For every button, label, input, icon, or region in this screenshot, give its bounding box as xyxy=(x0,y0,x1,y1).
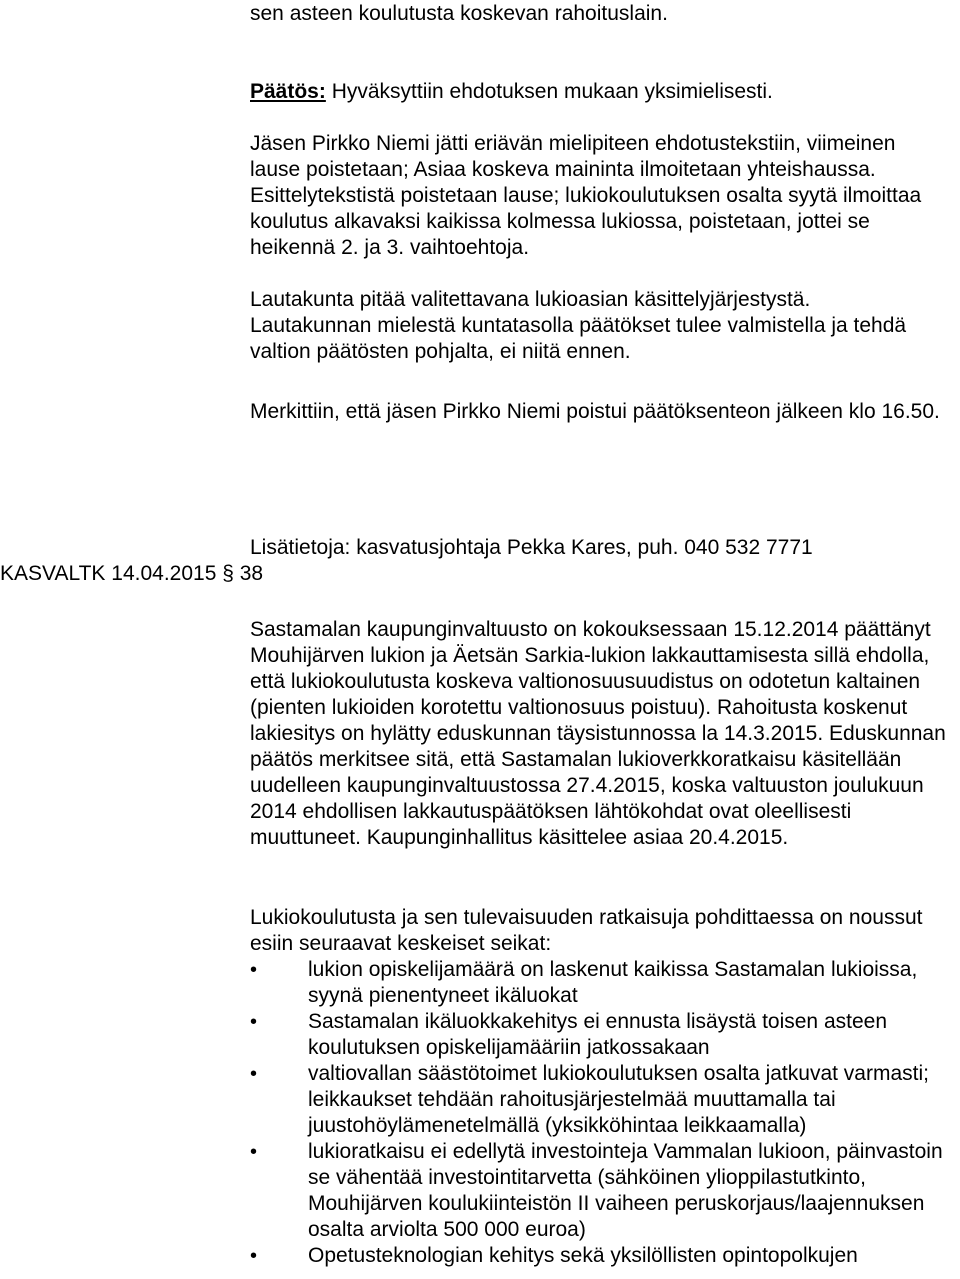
list-item: • valtiovallan säästötoimet lukiokoulutuksen osalta jatkuvat varmasti; leikkaukset tehdään rahoitusjärjestelmää muuttamalla tai juustohöylämenetelmällä (yksikköhintaa leikkaamalla) xyxy=(250,1062,929,1137)
bullet-icon: • xyxy=(250,1063,258,1085)
list-item: • Opetusteknologian kehitys sekä yksilöllisten opintopolkujen xyxy=(250,1244,858,1267)
list-item: • Sastamalan ikäluokkakehitys ei ennusta lisäystä toisen asteen koulutuksen opiskelijamääriin jatkossakaan xyxy=(250,1010,887,1059)
section-number: 38 xyxy=(239,562,264,585)
board-paragraph: Lautakunta pitää valitettavana lukioasian käsittelyjärjestystä. Lautakunnan mielestä kuntatasolla päätökset tulee valmistella ja tehdä valtion päätösten pohjalta, ei niitä ennen. xyxy=(250,288,907,363)
bullet-icon: • xyxy=(250,1245,258,1267)
main-paragraph-2: Lukiokoulutusta ja sen tulevaisuuden ratkaisuja pohdittaessa on noussut esiin seuraavat keskeiset seikat: xyxy=(250,906,923,955)
bullet-icon: • xyxy=(250,1141,258,1163)
main-paragraph-1: Sastamalan kaupunginvaltuusto on kokouksessaan 15.12.2014 päättänyt Mouhijärven lukion ja Äetsän Sarkia-lukion lakkauttamisesta sillä ehdolla, että lukiokoulutusta koskeva valtionosuusuudistus on odotetun kaltainen (pienten lukioiden korotettu valtionosuus poistuu). Rahoitusta koskenut lakiesitys on hylätty eduskunnan täysistunnossa la 14.3.2015. Eduskunnan päätös merkitsee sitä, että Sastamalan lukioverkkoratkaisu käsitellään uudelleen kaupunginvaltuustossa 27.4.2015, koska valtuuston joulukuun 2014 ehdollisen lakkautuspäätöksen lähtökohdat ovat oleellisesti muuttuneet. Kaupunginhallitus käsittelee asiaa 20.4.2015. xyxy=(250,618,946,849)
intro-line: sen asteen koulutusta koskevan rahoituslain. xyxy=(250,2,668,25)
bullet-icon: • xyxy=(250,1011,258,1033)
contact-line: Lisätietoja: kasvatusjohtaja Pekka Kares, puh. 040 532 7771 xyxy=(250,536,813,559)
list-item: • lukion opiskelijamäärä on laskenut kaikissa Sastamalan lukioissa, syynä pienentyneet ikäluokat xyxy=(250,958,918,1007)
section-ref-label: KASVALTK 14.04.2015 xyxy=(0,562,217,585)
decision-label: Päätös: xyxy=(250,80,326,103)
section-reference xyxy=(0,561,263,587)
note-paragraph: Merkittiin, että jäsen Pirkko Niemi poistui päätöksenteon jälkeen klo 16.50. xyxy=(250,400,940,423)
decision-text: Hyväksyttiin ehdotuksen mukaan yksimielisesti. xyxy=(325,80,773,103)
bullet-icon: • xyxy=(250,959,258,981)
list-item: • lukioratkaisu ei edellytä investointeja Vammalan lukioon, päinvastoin se vähentää investointitarvetta (sähköinen ylioppilastutkinto, Mouhijärven koulukiinteistön II vaiheen peruskorjaus/laajennuksen osalta arviolta 500 000 euroa) xyxy=(250,1140,943,1241)
section-mark: § xyxy=(222,562,234,585)
dissent-paragraph: Jäsen Pirkko Niemi jätti eriävän mielipiteen ehdotustekstiin, viimeinen lause poistetaan; Asiaa koskeva maininta ilmoitetaan yhteishaussa. Esittelytekstistä poistetaan lause; lukiokoulutuksen osalta syytä ilmoittaa koulutus alkavaksi kaikissa kolmessa lukiossa, poistetaan, jottei se heikennä 2. ja 3. vaihtoehtoja. xyxy=(250,132,922,259)
decision-paragraph xyxy=(250,79,940,105)
key-points-list xyxy=(250,957,955,1269)
